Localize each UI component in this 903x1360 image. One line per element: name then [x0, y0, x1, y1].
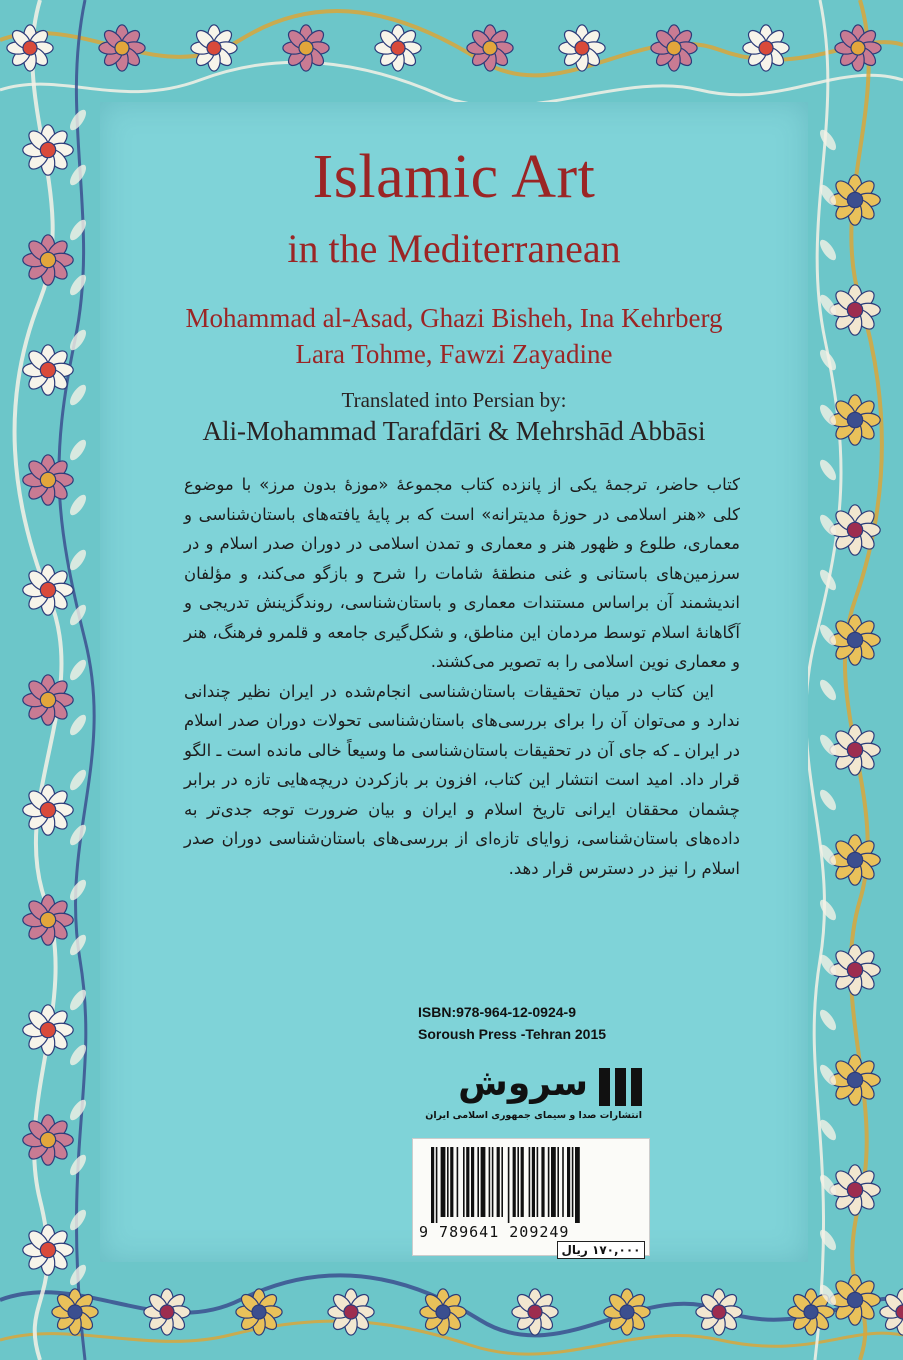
book-subtitle: in the Mediterranean — [287, 226, 621, 271]
barcode-digits: 9 789641 209249 — [419, 1223, 570, 1241]
soroush-logo — [422, 1064, 642, 1130]
book-title: Islamic Art — [312, 143, 596, 211]
isbn: ISBN:978-964-12-0924-9 — [418, 1004, 576, 1020]
persian-description — [184, 470, 740, 883]
authors-line-1: Mohammad al-Asad, Ghazi Bisheh, Ina Kehrberg — [185, 303, 723, 333]
description-paragraph-2: این کتاب در میان تحقیقات باستان‌شناسی انجام‌شده در ایران نظیر چندانی ندارد و می‌توان آن را برای بررسی‌های باستان‌شناسی تحولات دوران صدر اسلام در ایران ـ که جای آن در تحقیقات باستان‌شناسی ما وسیعاً خالی مانده است ـ الگو قرار داد. امید است انتشار این کتاب، افزون بر بازکردن دریچه‌هایی تازه در برابر چشمان محققان ایرانی تاریخ اسلام و ایران و بیان ضرورت توجه جدی‌تر به داده‌های باستان‌شناسی، زوایای تازه‌ای از بررسی‌های باستان‌شناسی دوران صدر اسلام را نیز در دسترس قرار دهد. — [184, 681, 740, 878]
logo-bars-icon — [592, 1068, 642, 1106]
logo-subtitle: انتشارات صدا و سیمای جمهوری اسلامی ایران — [425, 1110, 642, 1121]
price-label: ۱۷۰,۰۰۰ ریال — [557, 1241, 645, 1259]
barcode-icon — [431, 1147, 631, 1223]
authors-line-2: Lara Tohme, Fawzi Zayadine — [295, 339, 613, 369]
publisher-city-year: Soroush Press -Tehran 2015 — [418, 1026, 607, 1042]
logo-wordmark: سروش — [458, 1063, 588, 1104]
barcode-sticker — [412, 1138, 650, 1256]
translated-by-label: Translated into Persian by: — [341, 388, 567, 412]
translators: Ali-Mohammad Tarafdāri & Mehrshād Abbāsi — [202, 416, 706, 446]
description-paragraph-1: کتاب حاضر، ترجمهٔ یکی از پانزده کتاب مجموعهٔ «موزهٔ بدون مرز» با موضوع کلی «هنر اسلامی در حوزهٔ مدیترانه» است که بر پایهٔ یافته‌های باستان‌شناسی و معماری، طلوع و ظهور هنر و معماری و تمدن اسلامی در دوران صدر اسلام و در سرزمین‌های باستانی و غنی منطقهٔ شامات را شرح و بازگو می‌کند، و مؤلفان اندیشمند آن براساس مستندات معماری و باستان‌شناسی، روندگزینش تدریجی و آگاهانهٔ اسلام توسط مردمان این مناطق، و شکل‌گیری جامعه و قلمرو فرهنگ، هنر و معماری نوین اسلامی را به تصویر می‌کشند. — [184, 475, 740, 671]
cover-text-panel — [100, 102, 808, 1262]
